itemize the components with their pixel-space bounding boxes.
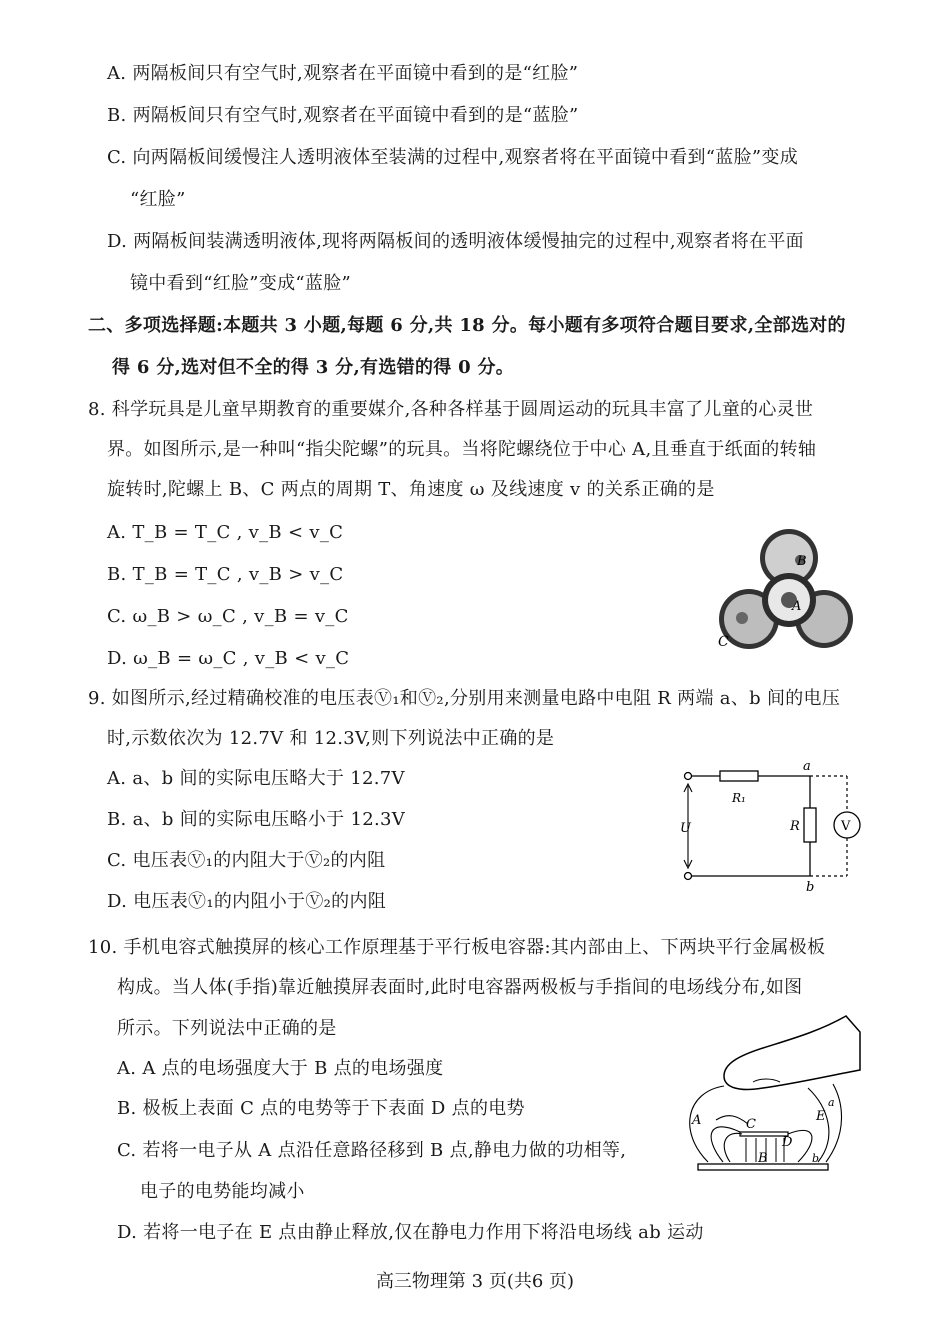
q8-stem-3: 旋转时,陀螺上 B、C 两点的周期 T、角速度 ω 及线速度 v 的关系正确的是 (107, 479, 715, 500)
q10-stem-1: 10. 手机电容式触摸屏的核心工作原理基于平行板电容器:其内部由上、下两块平行金属极板 (88, 937, 826, 958)
q9-option-a: A. a、b 间的实际电压略大于 12.7V (107, 768, 405, 789)
label-u: U (680, 821, 691, 836)
q9-stem-2: 时,示数依次为 12.7V 和 12.3V,则下列说法中正确的是 (107, 728, 555, 749)
q7-option-c-cont: “红脸” (130, 189, 186, 210)
touchscreen-field-figure (668, 1012, 868, 1177)
field-label-c: C (746, 1117, 756, 1132)
q7-option-d-cont: 镜中看到“红脸”变成“蓝脸” (130, 273, 352, 294)
q7-option-c: C. 向两隔板间缓慢注人透明液体至装满的过程中,观察者将在平面镜中看到“蓝脸”变成 (107, 147, 798, 168)
spinner-label-a: A (792, 599, 802, 614)
q8-stem-1: 8. 科学玩具是儿童早期教育的重要媒介,各种各样基于圆周运动的玩具丰富了儿童的心灵世 (88, 399, 814, 420)
q8-stem-2: 界。如图所示,是一种叫“指尖陀螺”的玩具。当将陀螺绕位于中心 A,且垂直于纸面的转轴 (107, 439, 817, 460)
voltmeter-circuit-figure (672, 760, 872, 894)
label-r1: R₁ (732, 791, 746, 805)
q9-stem-1: 9. 如图所示,经过精确校准的电压表Ⓥ₁和Ⓥ₂,分别用来测量电路中电阻 R 两端 a、b 间的电压 (88, 688, 841, 709)
label-b: b (806, 880, 815, 894)
page-footer: 高三物理第 3 页(共6 页) (375, 1271, 575, 1292)
spinner-label-c: C (718, 634, 729, 650)
spinner-label-b: B (797, 554, 807, 569)
q7-option-d: D. 两隔板间装满透明液体,现将两隔板间的透明液体缓慢抽完的过程中,观察者将在平面 (107, 231, 804, 252)
q10-stem-2: 构成。当人体(手指)靠近触摸屏表面时,此时电容器两极板与手指间的电场线分布,如图 (117, 977, 803, 998)
q8-option-c: C. ω_B > ω_C , v_B = v_C (107, 606, 349, 627)
field-label-small-b: b (812, 1152, 820, 1165)
q10-option-a: A. A 点的电场强度大于 B 点的电场强度 (117, 1058, 444, 1079)
q10-option-d: D. 若将一电子在 E 点由静止释放,仅在静电力作用下将沿电场线 ab 运动 (117, 1222, 704, 1243)
fidget-spinner-figure (712, 522, 862, 652)
section2-heading: 二、多项选择题:本题共 3 小题,每题 6 分,共 18 分。每小题有多项符合题目要求,全部选对的 (88, 315, 846, 336)
section2-heading-cont: 得 6 分,选对但不全的得 3 分,有选错的得 0 分。 (112, 357, 515, 378)
label-a: a (803, 760, 811, 774)
field-label-d: D (782, 1135, 793, 1150)
field-label-b: B (758, 1151, 768, 1166)
q9-option-b: B. a、b 间的实际电压略小于 12.3V (107, 809, 406, 830)
field-label-small-a: a (828, 1096, 835, 1109)
field-label-a: A (692, 1113, 702, 1128)
label-r: R (790, 819, 800, 834)
q7-option-a: A. 两隔板间只有空气时,观察者在平面镜中看到的是“红脸” (107, 63, 579, 84)
q8-option-d: D. ω_B = ω_C , v_B < v_C (107, 648, 350, 669)
q9-option-d: D. 电压表Ⓥ₁的内阻小于Ⓥ₂的内阻 (107, 891, 387, 912)
q10-option-b: B. 极板上表面 C 点的电势等于下表面 D 点的电势 (117, 1098, 525, 1119)
q8-option-a: A. T_B = T_C , v_B < v_C (107, 522, 344, 543)
q9-option-c: C. 电压表Ⓥ₁的内阻大于Ⓥ₂的内阻 (107, 850, 386, 871)
q8-option-b: B. T_B = T_C , v_B > v_C (107, 564, 344, 585)
field-label-e: E (816, 1109, 826, 1124)
q10-option-c-cont: 电子的电势能均减小 (140, 1181, 305, 1202)
q10-option-c: C. 若将一电子从 A 点沿任意路径移到 B 点,静电力做的功相等, (117, 1140, 627, 1161)
q10-stem-3: 所示。下列说法中正确的是 (117, 1018, 337, 1039)
voltmeter-label: V (841, 819, 851, 834)
q7-option-b: B. 两隔板间只有空气时,观察者在平面镜中看到的是“蓝脸” (107, 105, 579, 126)
